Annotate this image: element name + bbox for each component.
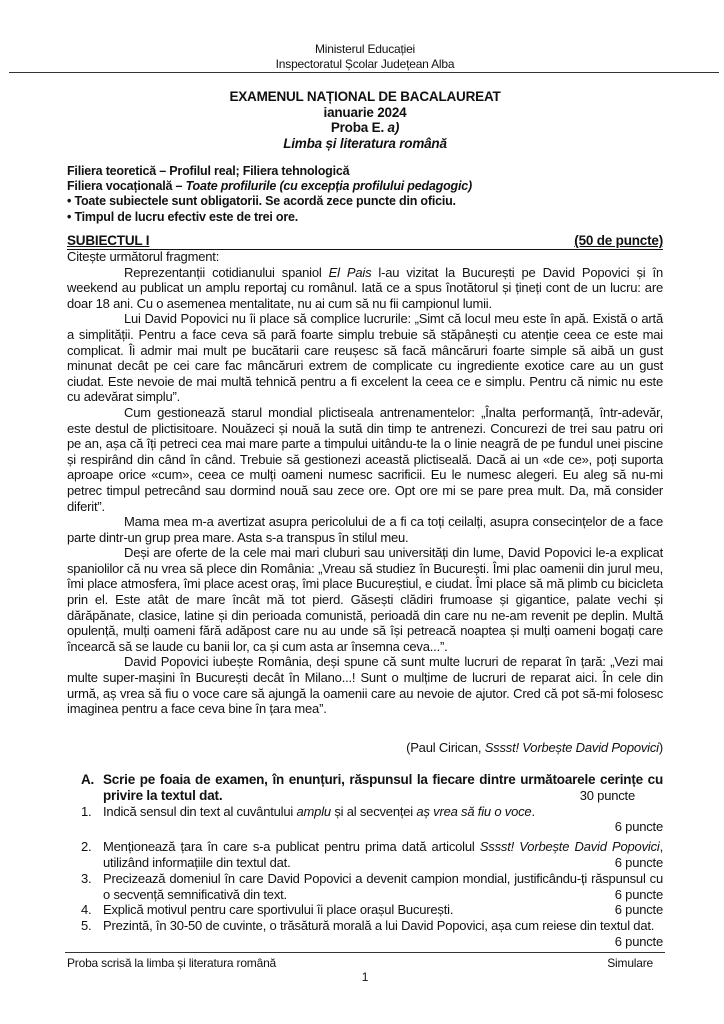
text-segment: Indică sensul din text al cuvântului bbox=[103, 803, 297, 819]
exam-title bbox=[67, 89, 663, 151]
text-segment: Sssst! Vorbește David Popovici bbox=[479, 839, 660, 855]
item-points: 6 puncte bbox=[614, 902, 663, 918]
text-segment: (Paul Cirican, bbox=[406, 739, 485, 755]
item-points: 6 puncte bbox=[614, 854, 663, 870]
requirement-item bbox=[81, 804, 663, 836]
filiera-line: Filiera teoretică – Profilul real; Filiera tehnologică bbox=[67, 164, 350, 178]
section-points: 30 puncte bbox=[579, 787, 635, 803]
text-segment: amplu bbox=[296, 803, 331, 819]
instruction-item: • Timpul de lucru efectiv este de trei ore. bbox=[67, 209, 299, 224]
text-segment: Reprezentanții cotidianului spaniol bbox=[124, 264, 329, 280]
text-segment: l-au vizitat la București pe David Popovici și în weekend au publicat un amplu reportaj cu românul. Iată ce a spus înotătorul și țineți cont de un lucru: are doar 18 ani. Cu o asemenea mentalitate, nu ai cum să nu fii campionul lumii. bbox=[67, 264, 663, 311]
paragraph: David Popovici iubește România, deși spune că sunt multe lucruri de reparat în țară: „Vezi mai multe super-mașini în București decât în Milano...! Sunt o mulțime de lucruri de reparat aici. În cele din urmă, aș vrea să fiu o voce care să ajungă la oamenii care au nevoie de ajutor. Cred că pot să-mi folosesc imaginea pentru a face ceva bine în țara mea”. bbox=[67, 654, 663, 717]
section-label: A. bbox=[81, 772, 95, 787]
text-segment: , utilizând informațiile din textul dat. bbox=[103, 839, 663, 870]
paragraph: Mama mea m-a avertizat asupra pericolului de a fi ca toți ceilalți, asupra consecințelor de a face parte dintr-un grup prea mare. Asta s-a transpus în stilul meu. bbox=[67, 514, 663, 545]
text-segment: Sssst! Vorbește David Popovici bbox=[484, 739, 659, 755]
inspectorate-name: Inspectoratul Școlar Județean Alba bbox=[275, 57, 455, 71]
footer-divider bbox=[65, 952, 665, 953]
requirement-item bbox=[81, 902, 663, 918]
exam-subject: Limba și literatura română bbox=[283, 135, 447, 151]
exam-date: ianuarie 2024 bbox=[323, 104, 407, 120]
filiera-line bbox=[67, 179, 663, 194]
text-segment: și al secvenței bbox=[330, 803, 417, 819]
filiera-profiles: Toate profilurile (cu excepția profilului pedagogic) bbox=[185, 179, 472, 194]
footer-label: Simulare bbox=[607, 956, 653, 970]
subject-title: SUBIECTUL I bbox=[67, 233, 150, 248]
item-points: 6 puncte bbox=[614, 886, 663, 902]
test-letter: a) bbox=[387, 120, 400, 135]
paragraph: Deși are oferte de la cele mai mari cluburi sau universități din lume, David Popovici le-a explicat spaniolilor că nu vrea să plece din România: „Vreau să studiez în București. Îmi plac oamenii din jurul meu, îmi place atmosfera, îmi place acest oraș, îmi place Bucureștiul, e ciudat. Îmi place să mă plimb cu bicicleta prin el. Este atât de mare încât mă tot pierd. Găsești clădiri frumoase și gigantice, palate vechi și dărăpănate, clasice, latine și din perioada comunistă, perioadă din care nu ne-am revenit pe deplin. Multă opulență, mulți oameni fără adăpost care nu au unde să își petreacă noaptea și mulți oameni bogați care încearcă să se laude cu banii lor, ca și cum asta ar însemna ceva...”. bbox=[67, 545, 663, 654]
source-citation bbox=[67, 740, 663, 756]
item-number: 5. bbox=[81, 918, 92, 934]
paragraph: Cum gestionează starul mondial plictiseala antrenamentelor: „Înalta performanță, într-adevăr, este destul de plictisitoare. Nouăzeci și nouă la sută din timp te antrenezi. Concurezi de trei sau patru ori pe an, așa că îți petreci cea mai mare parte a timpului uitându-te la o linie neagră de pe fundul unei piscine și respirând din când în când. Trebuie să gestionezi această plictiseală. Dacă ai un «de ce», poți suporta aproape orice «cum», ceea ce mulți oameni numesc sacrificii. Eu le numesc alegeri. Eu aleg să nu-mi petrec timpul petrecând sau dormind nouă sau zece ore. Opt ore mi se pare prea mult. Da, mă consider diferit”. bbox=[67, 404, 663, 514]
ministry-name: Ministerul Educației bbox=[314, 42, 416, 56]
page-number: 1 bbox=[361, 970, 369, 984]
item-number: 1. bbox=[81, 803, 92, 819]
subject-heading bbox=[67, 233, 663, 248]
text-segment: Menționează țara în care s-a publicat pentru prima dată articolul bbox=[103, 839, 480, 855]
text-segment: ) bbox=[658, 739, 663, 755]
requirement-item bbox=[81, 871, 663, 903]
item-number: 4. bbox=[81, 902, 92, 918]
item-points: 6 puncte bbox=[614, 819, 663, 835]
requirements bbox=[81, 772, 663, 950]
test-label: Proba E. bbox=[330, 120, 388, 135]
text-segment: El Pais bbox=[328, 264, 372, 280]
fragment-intro: Citește următorul fragment: bbox=[67, 249, 220, 264]
filiera-label: Filiera vocațională – bbox=[67, 179, 186, 194]
text-segment: Prezintă, în 30-50 de cuvinte, o trăsătură morală a lui David Popovici, așa cum reiese din textul dat. bbox=[103, 918, 655, 934]
exam-name: EXAMENUL NAȚIONAL DE BACALAUREAT bbox=[229, 89, 501, 104]
page-footer bbox=[67, 956, 663, 970]
text-segment: Explică motivul pentru care sportivului îi place orașul București. bbox=[103, 902, 454, 918]
item-points: 6 puncte bbox=[614, 933, 663, 949]
requirement-section-a bbox=[81, 772, 663, 804]
text-segment: Precizează domeniul în care David Popovici a devenit campion mondial, justificându-ți răspunsul cu o secvență semnificativă din text. bbox=[103, 870, 663, 902]
item-number: 3. bbox=[81, 870, 92, 886]
subject-points: (50 de puncte) bbox=[574, 233, 663, 248]
header-divider bbox=[9, 72, 719, 73]
paragraph: Lui David Popovici nu îi place să complice lucrurile: „Simt că locul meu este în apă. Există o artă a simplității. Pentru a face ceva să pară foarte simplu trebuie să stăpânești cu atenție ceea ce este mai complicat. Îi admir mai mult pe bucătarii care reușesc să facă mâncăruri foarte simple să aibă un gust minunat decât pe cei care fac mâncăruri extrem de complicate cu ingrediente exotice care au un gust ciudat. Este nevoie de mai multă tehnică pentru a fi excelent la ceea ce e simplu. Pentru că nimic nu este cu adevărat simplu”. bbox=[67, 311, 663, 405]
instructions bbox=[67, 164, 663, 225]
page-header bbox=[67, 42, 663, 72]
footer-test-name: Proba scrisă la limba și literatura română bbox=[67, 956, 277, 970]
text-segment: . bbox=[531, 803, 535, 819]
item-number: 2. bbox=[81, 839, 92, 855]
section-instruction: Scrie pe foaia de examen, în enunțuri, răspunsul la fiecare dintre următoarele cerințe cu privire la textul dat. bbox=[103, 772, 663, 803]
instruction-item: • Toate subiectele sunt obligatorii. Se acordă zece puncte din oficiu. bbox=[67, 194, 456, 209]
exam-test bbox=[67, 120, 663, 136]
text-segment: aș vrea să fiu o voce bbox=[416, 803, 532, 819]
paragraph bbox=[67, 265, 663, 312]
reading-fragment bbox=[67, 249, 663, 755]
requirement-item bbox=[81, 839, 663, 871]
requirement-item bbox=[81, 918, 663, 950]
